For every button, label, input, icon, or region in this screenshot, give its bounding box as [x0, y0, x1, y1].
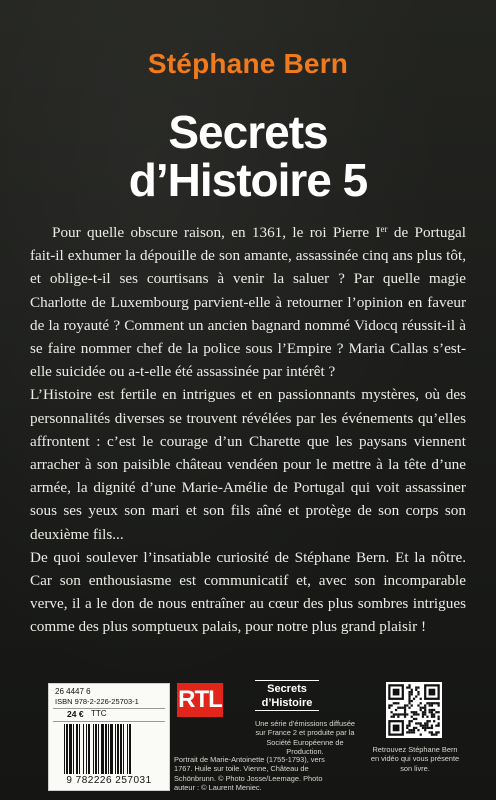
price: 24 € — [67, 709, 84, 719]
book-title-line2: d’Histoire 5 — [128, 154, 368, 206]
qr-code-icon[interactable] — [386, 682, 442, 738]
price-row — [53, 708, 165, 722]
isbn: ISBN 978-2-226-25703-1 — [55, 697, 139, 706]
synopsis-paragraph-3: De quoi soulever l’insatiable curiosité de Stéphane Bern. Et la nôtre. Car son enthousiasme est communicatif et, avec son incomparable verve, il a le don de nous entraîner au cœur des plus sombres intrigues comme des plus somptueux palais, pour notre plus grand plaisir ! — [30, 548, 466, 636]
secrets-histoire-logo: Secrets d’Histoire — [255, 680, 319, 714]
book-title-line1: Secrets — [168, 106, 328, 158]
barcode-box — [48, 683, 170, 791]
synopsis — [30, 218, 466, 639]
show-caption: Une série d’émissions diffusée sur France 2 et produite par la Société Européenne de Production. — [254, 719, 356, 757]
synopsis-paragraph-1: Pour quelle obscure raison, en 1361, le roi Pierre Ier de Portugal fait-il exhumer la dépouille de son amante, assassinée cinq ans plus tôt, et oblige-t-il ses courtisans à venir la saluer ? Par quelle magie Charlotte de Luxembourg parvient-elle à retourner l’opinion en faveur de la royauté ? Comment un ancien bagnard nommé Vidocq réussit-il à se faire nommer chef de la police sous l’Empire ? Maria Callas s’est-elle suicidée ou a-t-elle été assassinée par intérêt ? — [30, 224, 466, 381]
rtl-logo: RTL — [177, 683, 223, 717]
barcode-icon — [63, 724, 155, 774]
portrait-credit: Portrait de Marie-Antoinette (1755-1793), vers 1767. Huile sur toile. Vienne, Château de Schönbrunn. © Photo Josse/Leemage. Photo auteur : © Laurent Meniec. — [174, 755, 325, 793]
synopsis-paragraph-2: L’Histoire est fertile en intrigues et en passionnants mystères, où des personnalités diverses se trouvent révélées par les événements qu’elles affrontent : c’est le courage d’un Charette que les paysans viennent arracher à son paisible château vendéen pour le mettre à la tête d’une armée, la dignité d’une Marie-Amélie de Portugal qui voit assassiner sous ses yeux son mari et son fils aîné et protège de son corps son deuxième fils... — [30, 386, 466, 543]
product-code: 26 4447 6 — [55, 687, 91, 696]
qr-caption: Retrouvez Stéphane Bern en vidéo qui vous présente son livre. — [370, 745, 460, 773]
price-unit: TTC — [91, 709, 107, 718]
barcode-digits: 9 782226 257031 — [66, 775, 152, 786]
author-name: Stéphane Bern — [147, 48, 349, 79]
